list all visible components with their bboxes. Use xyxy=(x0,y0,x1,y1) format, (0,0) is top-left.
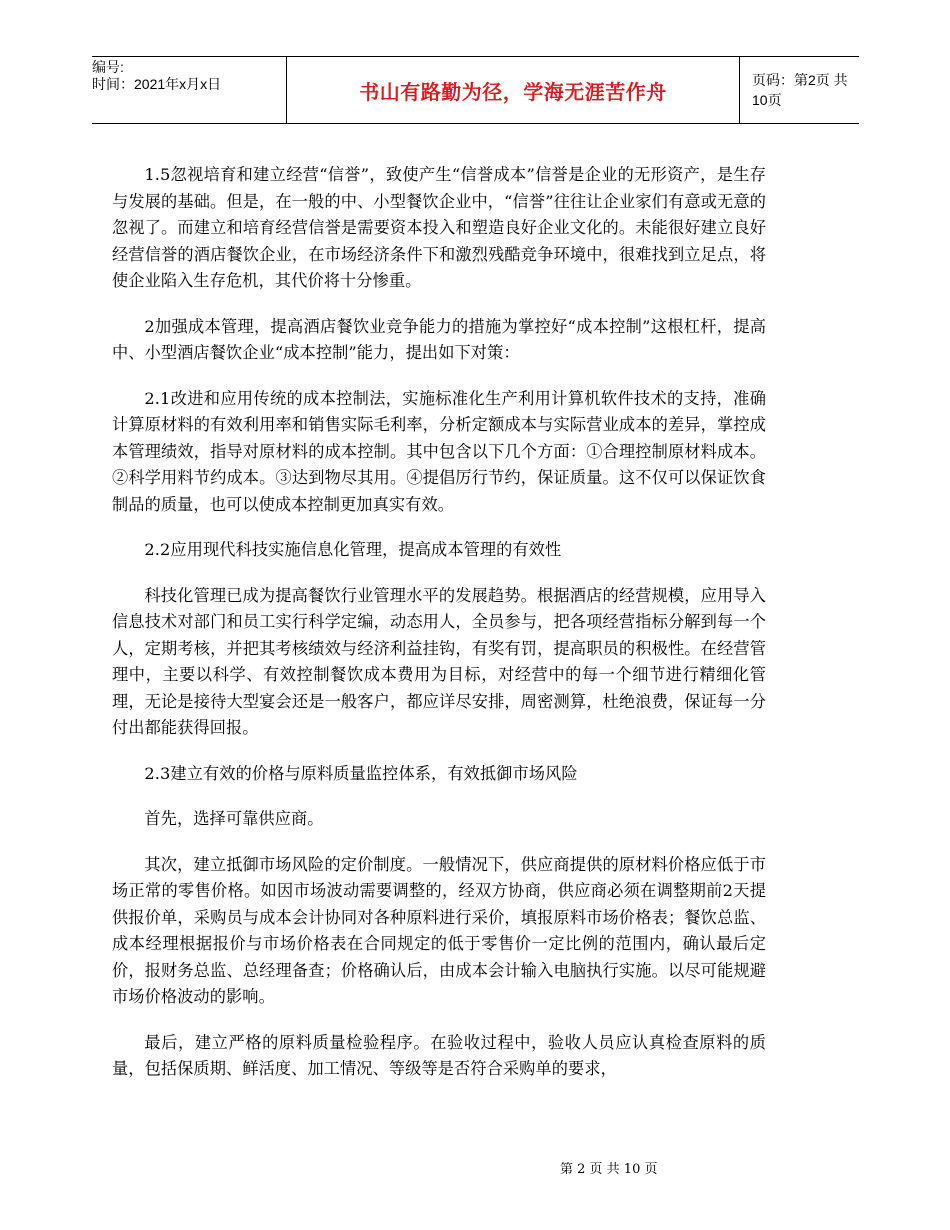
paragraph: 1.5忽视培育和建立经营“信誉”，致使产生“信誉成本”信誉是企业的无形资产，是生存与发展的基础。但是，在一般的中、小型餐饮企业中，“信誉”往往让企业家们有意或无意的忽视了。而建立和培育经营信誉是需要资本投入和塑造良好企业文化的。未能很好建立良好经营信誉的酒店餐饮企业，在市场经济条件下和激烈残酷竞争环境中，很难找到立足点，将使企业陷入生存危机，其代价将十分惨重。 xyxy=(112,165,766,290)
paragraph: 其次，建立抵御市场风险的定价制度。一般情况下，供应商提供的原材料价格应低于市场正常的零售价格。如因市场波动需要调整的，经双方协商，供应商必须在调整期前2天提供报价单，采购员与成本会计协同对各种原料进行采价，填报原料市场价格表；餐饮总监、成本经理根据报价与市场价格表在合同规定的低于零售价一定比例的范围内，确认最后定价，报财务总监、总经理备查；价格确认后，由成本会计输入电脑执行实施。以尽可能规避市场价格波动的影响。 xyxy=(112,854,766,1006)
page-header xyxy=(92,56,859,124)
paragraph: 2.1改进和应用传统的成本控制法，实施标准化生产利用计算机软件技术的支持，准确计算原材料的有效利用率和销售实际毛利率，分析定额成本与实际营业成本的差异，掌控成本管理绩效，指导对原材料的成本控制。其中包含以下几个方面：①合理控制原材料成本。②科学用料节约成本。③达到物尽其用。④提倡厉行节约，保证质量。这不仅可以保证饮食制品的质量，也可以使成本控制更加真实有效。 xyxy=(112,388,766,514)
doc-time-label: 时间：2021年x月x日 xyxy=(92,76,222,92)
header-motto: 书山有路勤为径，学海无涯苦作舟 xyxy=(286,57,740,123)
paragraph: 首先，选择可靠供应商。 xyxy=(144,809,324,828)
header-page-number: 页码：第2页 共10页 xyxy=(752,72,848,108)
doc-number-label: 编号: xyxy=(92,59,124,75)
paragraph: 最后，建立严格的原料质量检验程序。在验收过程中，验收人员应认真检查原料的质量，包括保质期、鲜活度、加工情况、等级等是否符合采购单的要求， xyxy=(112,1032,766,1078)
section-heading: 2.3建立有效的价格与原料质量监控体系，有效抵御市场风险 xyxy=(144,763,578,783)
page-footer: 第 2 页 共 10 页 xyxy=(560,1162,658,1177)
document-body xyxy=(112,162,766,1102)
section-heading: 2.2应用现代科技实施信息化管理，提高成本管理的有效性 xyxy=(144,540,562,559)
header-meta xyxy=(92,57,286,123)
paragraph: 2加强成本管理，提高酒店餐饮业竞争能力的措施为掌控好“成本控制”这根杠杆，提高中、小型酒店餐饮企业“成本控制”能力，提出如下对策： xyxy=(112,316,766,362)
paragraph: 科技化管理已成为提高餐饮行业管理水平的发展趋势。根据酒店的经营规模，应用导入信息技术对部门和员工实行科学定编，动态用人，全员参与，把各项经营指标分解到每一个人，定期考核，并把其考核绩效与经济利益挂钩，有奖有罚，提高职员的积极性。在经营管理中，主要以科学、有效控制餐饮成本费用为目标，对经营中的每一个细节进行精细化管理，无论是接待大型宴会还是一般客户，都应详尽安排，周密测算，杜绝浪费，保证每一分付出都能获得回报。 xyxy=(112,585,766,737)
